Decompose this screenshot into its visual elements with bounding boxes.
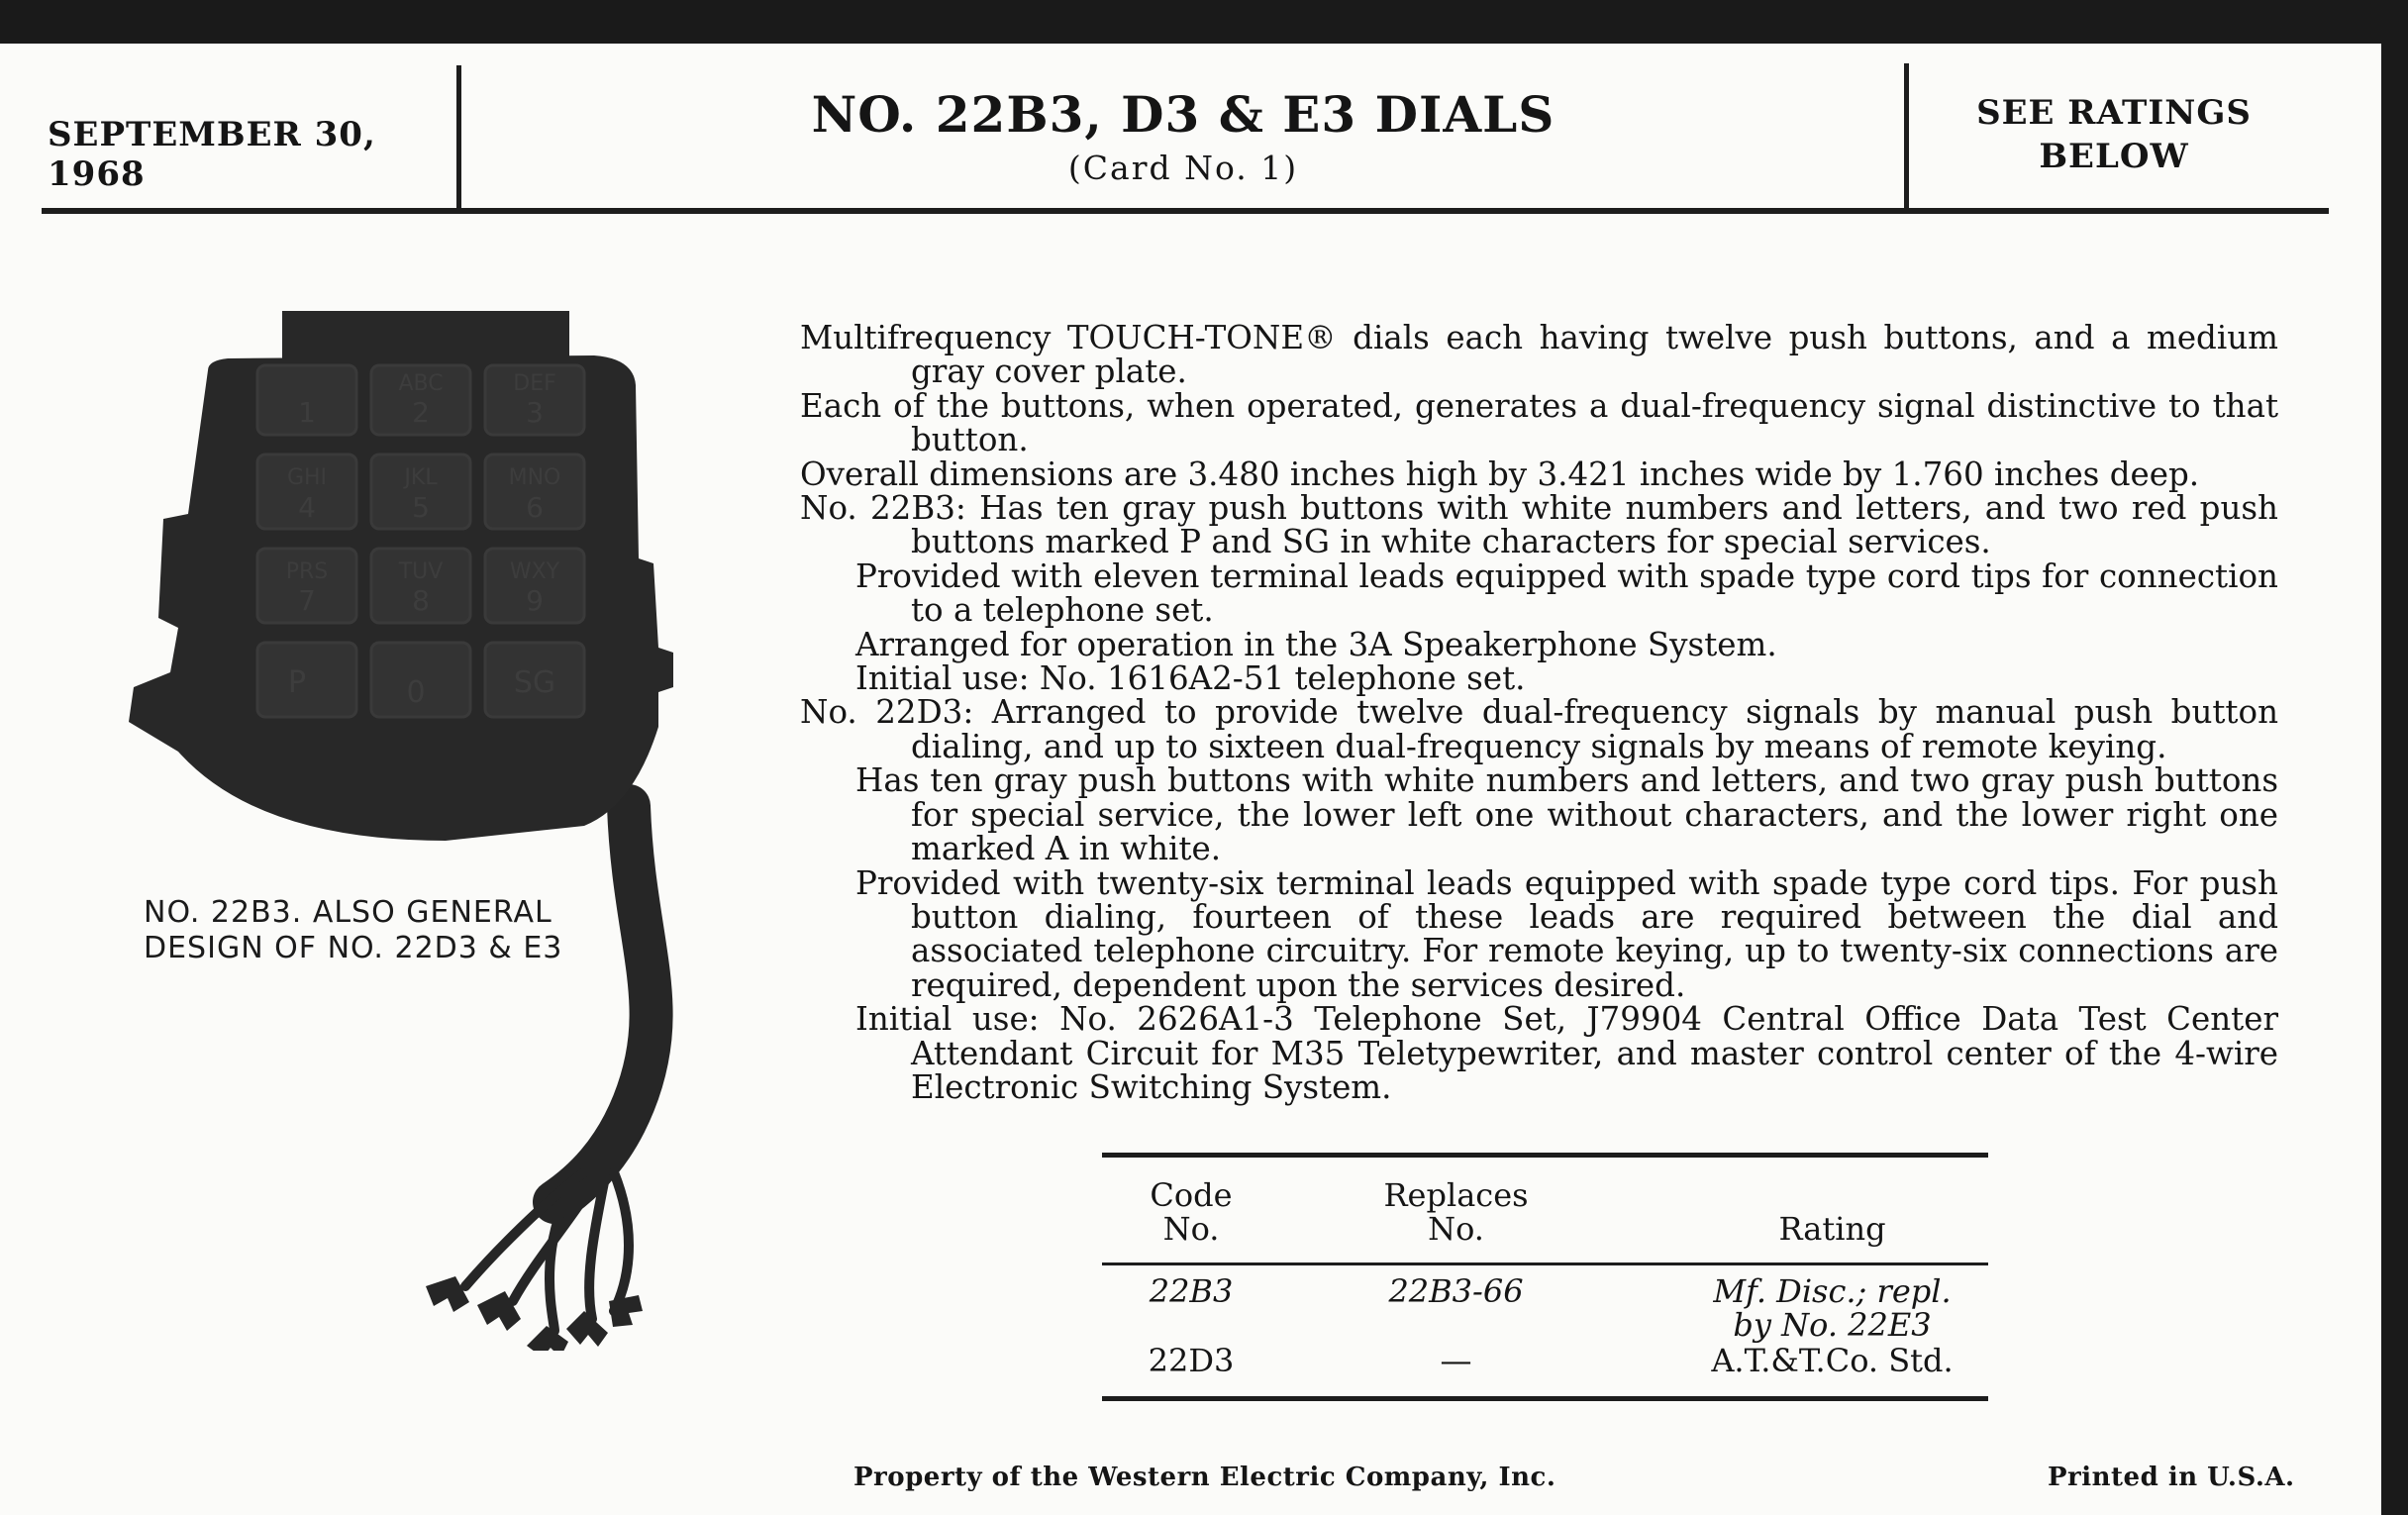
row1-replaces: 22B3-66 [1388, 1272, 1524, 1310]
paragraph: Multifrequency TOUCH-TONE® dials each having twelve push buttons, and a medium gray cover plate. [800, 319, 2278, 391]
header-replaces-line1: Replaces [1383, 1176, 1529, 1214]
row1-rating [1676, 1274, 1988, 1342]
key-p-digit: P [287, 665, 307, 700]
footer-property: Property of the Western Electric Company, Inc. [853, 1463, 1556, 1492]
ratings-note-line1: SEE RATINGS [1976, 93, 2252, 133]
description-text [800, 321, 2278, 1104]
paragraph: Provided with twenty-six terminal leads equipped with spade type cord tips. For push button dialing, fourteen of these leads are required between the dial and associated telephone circuitry. For remote keying, up to twenty-six connections are required, dependent upon the services desired. [855, 863, 2278, 1004]
card-title: NO. 22B3, D3 & E3 DIALS [811, 85, 1555, 144]
key-8-digit: 8 [412, 584, 430, 617]
key-8-letters: TUV [398, 559, 444, 584]
paragraph: Each of the buttons, when operated, generates a dual-frequency signal distinctive to that button. [800, 386, 2278, 459]
figure-caption-line1: NO. 22B3. ALSO GENERAL [144, 895, 552, 930]
card-date: SEPTEMBER 30, 1968 [48, 115, 376, 194]
dial-top-rim [282, 311, 569, 370]
row1-rating-line2: by No. 22E3 [1733, 1306, 1932, 1344]
key-4-digit: 4 [298, 491, 316, 524]
key-4-letters: GHI [286, 465, 328, 490]
row1-rating-line1: Mf. Disc.; repl. [1713, 1272, 1952, 1310]
table-rule-bottom [1102, 1396, 1988, 1401]
ratings-note [1911, 91, 2317, 178]
paragraph: Provided with eleven terminal leads equipped with spade type cord tips for connection to a telephone set. [855, 556, 2278, 630]
key-2-letters: ABC [398, 371, 444, 396]
key-6-letters: MNO [508, 465, 561, 490]
catalog-card [0, 44, 2381, 1515]
ratings-table [1102, 1153, 1988, 1405]
paragraph: Initial use: No. 1616A2-51 telephone set. [855, 659, 1526, 698]
key-3-letters: DEF [513, 371, 556, 396]
row1-code: 22B3 [1149, 1272, 1234, 1310]
paragraph: Arranged for operation in the 3A Speakerphone System. [855, 625, 1777, 663]
key-7-digit: 7 [298, 584, 316, 617]
key-9-digit: 9 [526, 584, 544, 617]
row2-rating: A.T.&T.Co. Std. [1711, 1342, 1954, 1379]
figure-caption [144, 895, 609, 966]
paragraph: No. 22B3: Has ten gray push buttons with white numbers and letters, and two red push buttons marked P and SG in white characters for special services. [800, 489, 2278, 561]
header-code-line2: No. [1162, 1210, 1220, 1248]
header-divider-left [456, 65, 461, 210]
figure-caption-line2: DESIGN OF NO. 22D3 & E3 [144, 931, 563, 965]
footer-printed: Printed in U.S.A. [2048, 1463, 2295, 1492]
header-replaces-line2: No. [1428, 1210, 1484, 1248]
paragraph: Initial use: No. 2626A1-3 Telephone Set, J79904 Central Office Data Test Center Attendant Circuit for M35 Teletypewriter, and master control center of the 4-wire Electronic Switching System. [855, 1000, 2278, 1106]
paragraph: Overall dimensions are 3.480 inches high by 3.421 inches wide by 1.760 inches deep. [800, 454, 2200, 493]
table-rule-top [1102, 1153, 1988, 1158]
header-code [1102, 1178, 1280, 1246]
key-7-letters: PRS [285, 559, 329, 584]
key-3-digit: 3 [526, 396, 544, 429]
key-5-digit: 5 [412, 491, 430, 524]
key-1-digit: 1 [298, 396, 316, 429]
ratings-note-line2: BELOW [2039, 137, 2189, 176]
key-9-letters: WXY [509, 559, 560, 584]
key-5-letters: JKL [404, 465, 438, 490]
header-rating: Rating [1778, 1210, 1886, 1248]
key-0-digit: 0 [406, 675, 426, 710]
dial-cord [554, 806, 652, 1202]
header-divider-right [1904, 63, 1909, 210]
key-2-digit: 2 [412, 396, 430, 429]
row2-replaces: — [1440, 1342, 1472, 1379]
key-6-digit: 6 [526, 491, 544, 524]
header-rule [42, 208, 2329, 214]
header-code-line1: Code [1150, 1176, 1233, 1214]
key-sg-digit: SG [513, 665, 556, 700]
card-subtitle: (Card No. 1) [1067, 149, 1299, 187]
row2-code: 22D3 [1148, 1342, 1235, 1379]
paragraph: No. 22D3: Arranged to provide twelve dual-frequency signals by manual push button dialing, and up to sixteen dual-frequency signals by means of remote keying. [800, 693, 2278, 765]
header-replaces [1335, 1178, 1577, 1246]
dial-photo [119, 311, 713, 1351]
paragraph: Has ten gray push buttons with white numbers and letters, and two gray push buttons for special service, the lower left one without characters, and the lower right one marked A in white. [855, 761, 2278, 868]
table-rule-mid [1102, 1262, 1988, 1265]
card-title-block [465, 83, 1901, 190]
